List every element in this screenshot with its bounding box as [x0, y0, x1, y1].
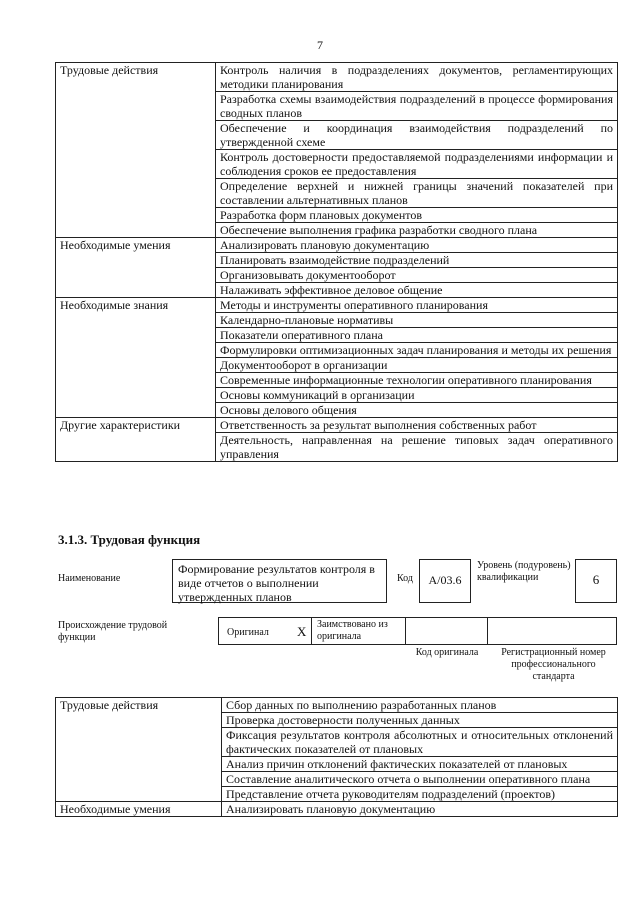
- table-cell: Фиксация результатов контроля абсолютных и относительных отклонений фактических показателей от плановых: [222, 728, 618, 757]
- table-cell: Анализировать плановую документацию: [216, 238, 618, 253]
- table-cell: Обеспечение и координация взаимодействия подразделений по утвержденной схеме: [216, 121, 618, 150]
- table-cell: Основы коммуникаций в организации: [216, 388, 618, 403]
- row-label: Необходимые умения: [56, 802, 222, 817]
- level-label: Уровень (подуровень) квалификации: [477, 560, 571, 583]
- requirements-table-2: [55, 697, 618, 817]
- registration-number-label: Регистрационный номер профессионального стандарта: [501, 647, 606, 682]
- table-cell: Контроль достоверности предоставляемой подразделениями информации и соблюдения сроков ее предоставления: [216, 150, 618, 179]
- origin-table: [218, 617, 617, 645]
- origin-divider: [487, 617, 488, 645]
- table-cell: Основы делового общения: [216, 403, 618, 418]
- table-row: [56, 698, 618, 713]
- row-label: Необходимые знания: [56, 298, 216, 418]
- page-number: 7: [317, 38, 323, 52]
- table-cell: Налаживать эффективное деловое общение: [216, 283, 618, 298]
- table-cell: Показатели оперативного плана: [216, 328, 618, 343]
- row-label: Другие характеристики: [56, 418, 216, 462]
- table-cell: Разработка схемы взаимодействия подразделений в процессе формирования сводных планов: [216, 92, 618, 121]
- table-cell: Деятельность, направленная на решение типовых задач оперативного управления: [216, 433, 618, 462]
- table-cell: Сбор данных по выполнению разработанных планов: [222, 698, 618, 713]
- table-cell: Документооборот в организации: [216, 358, 618, 373]
- row-label: Трудовые действия: [56, 63, 216, 238]
- table-cell: Ответственность за результат выполнения собственных работ: [216, 418, 618, 433]
- table-cell: Организовывать документооборот: [216, 268, 618, 283]
- original-mark: X: [297, 624, 307, 639]
- origin-divider: [405, 617, 406, 645]
- table-cell: Современные информационные технологии оперативного планирования: [216, 373, 618, 388]
- origin-label: Происхождение трудовой функции: [58, 620, 168, 643]
- table-cell: Разработка форм плановых документов: [216, 208, 618, 223]
- table-row: [56, 238, 618, 253]
- table-cell: Контроль наличия в подразделениях документов, регламентирующих методики планирования: [216, 63, 618, 92]
- name-label: Наименование: [58, 573, 121, 584]
- code-value-box: А/03.6: [419, 559, 471, 603]
- table-cell: Анализировать плановую документацию: [222, 802, 618, 817]
- original-label: Оригинал: [227, 627, 269, 638]
- original-code-label: Код оригинала: [415, 647, 479, 658]
- code-label: Код: [397, 573, 413, 584]
- table-cell: Формулировки оптимизационных задач планирования и методы их решения: [216, 343, 618, 358]
- row-label: Трудовые действия: [56, 698, 222, 802]
- table-cell: Методы и инструменты оперативного планирования: [216, 298, 618, 313]
- table-cell: Определение верхней и нижней границы значений показателей при составлении альтернативных планов: [216, 179, 618, 208]
- table-row: [56, 802, 618, 817]
- table-cell: Представление отчета руководителям подразделений (проектов): [222, 787, 618, 802]
- table-cell: Составление аналитического отчета о выполнении оперативного плана: [222, 772, 618, 787]
- section-heading: 3.1.3. Трудовая функция: [58, 532, 201, 547]
- origin-divider: [311, 617, 312, 645]
- table-row: [56, 298, 618, 313]
- row-label: Необходимые умения: [56, 238, 216, 298]
- level-value-box: 6: [575, 559, 617, 603]
- borrowed-label: Заимствовано из оригинала: [317, 619, 388, 642]
- function-name-box: Формирование результатов контроля в виде отчетов о выполнении утвержденных планов: [172, 559, 387, 603]
- requirements-table: [55, 62, 618, 462]
- table-cell: Обеспечение выполнения графика разработки сводного плана: [216, 223, 618, 238]
- table-row: [56, 418, 618, 433]
- table-cell: Календарно-плановые нормативы: [216, 313, 618, 328]
- table-row: [56, 63, 618, 92]
- table-cell: Планировать взаимодействие подразделений: [216, 253, 618, 268]
- table-cell: Проверка достоверности полученных данных: [222, 713, 618, 728]
- table-cell: Анализ причин отклонений фактических показателей от плановых: [222, 757, 618, 772]
